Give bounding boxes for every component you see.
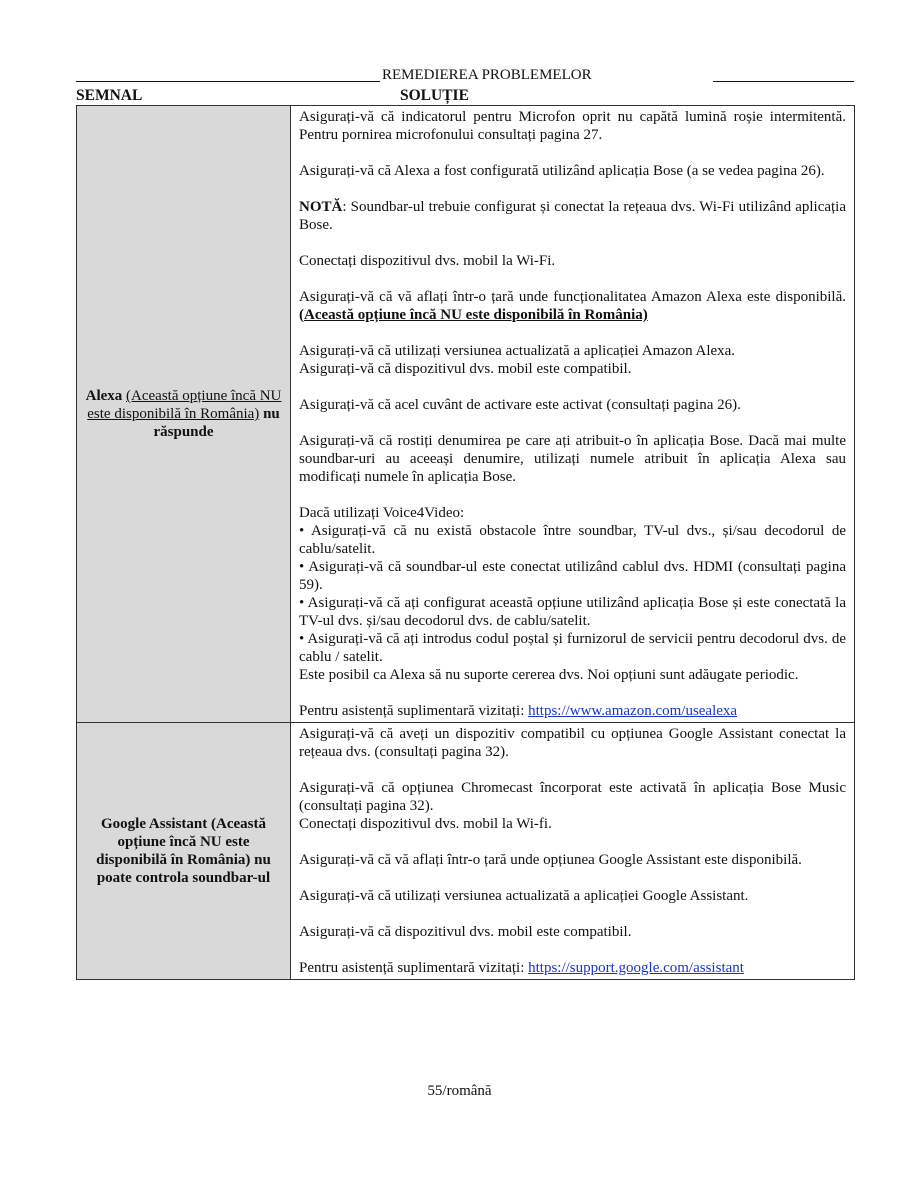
list-item: • Asigurați-vă că soundbar-ul este conectat utilizând cablul dvs. HDMI (consultați pagina 59). — [299, 559, 846, 593]
solution-paragraph: Asigurați-vă că dispozitivul dvs. mobil este compatibil. — [299, 361, 632, 377]
support-paragraph: Pentru asistență suplimentară vizitați: https://www.amazon.com/usealexa — [299, 703, 738, 719]
list-item: • Asigurați-vă că nu există obstacole între soundbar, TV-ul dvs., și/sau decodorul de cablu/satelit. — [299, 523, 846, 557]
solution-paragraph: Este posibil ca Alexa să nu suporte cererea dvs. Noi opțiuni sunt adăugate periodic. — [299, 667, 799, 683]
page-number: 55/română — [427, 1083, 492, 1099]
solution-paragraph: Asigurați-vă că rostiți denumirea pe care ați atribuit-o în aplicația Bose. Dacă mai multe soundbar-uri au aceeași denumire, utilizați numele atribuit în aplicația Alexa sau modificați numele în aplicația Bose. — [299, 433, 846, 485]
solution-paragraph: Asigurați-vă că vă aflați într-o țară unde opțiunea Google Assistant este disponibilă. — [299, 852, 802, 868]
header-rule-right — [713, 81, 854, 82]
page-title: REMEDIEREA PROBLEMELOR — [382, 67, 592, 83]
solution-cell-alexa — [291, 106, 855, 723]
column-header-solution: SOLUȚIE — [400, 87, 469, 104]
voice4video-intro: Dacă utilizați Voice4Video: — [299, 505, 465, 521]
table-row-google — [77, 723, 855, 980]
solution-paragraph: Asigurați-vă că acel cuvânt de activare este activat (consultați pagina 26). — [299, 397, 741, 413]
troubleshooting-table — [76, 105, 855, 980]
availability-notice: Această opțiune încă NU este disponibilă în România) — [304, 307, 648, 323]
solution-paragraph: Asigurați-vă că aveți un dispozitiv compatibil cu opțiunea Google Assistant conectat la rețeaua dvs. (consultați pagina 32). — [299, 726, 846, 760]
solution-paragraph: Asigurați-vă că indicatorul pentru Microfon oprit nu capătă lumină roșie intermitentă. Pentru pornirea microfonului consultați pagina 27. — [299, 109, 846, 143]
note-label: NOTĂ — [299, 199, 343, 215]
solution-paragraph: Asigurați-vă că Alexa a fost configurată utilizând aplicația Bose (a se vedea pagina 26). — [299, 163, 825, 179]
google-support-link[interactable]: https://support.google.com/assistant — [528, 960, 744, 976]
list-item: • Asigurați-vă că ați configurat această opțiune utilizând aplicația Bose și este conectată la TV-ul dvs. și/sau decodorul dvs. de cablu/satelit. — [299, 595, 846, 629]
solution-paragraph: Asigurați-vă că utilizați versiunea actualizată a aplicației Google Assistant. — [299, 888, 749, 904]
table-row-alexa — [77, 106, 855, 723]
solution-paragraph: Conectați dispozitivul dvs. mobil la Wi-Fi. — [299, 253, 556, 269]
signal-cell-google: Google Assistant (Această opțiune încă NU este disponibilă în România) nu poate controla soundbar-ul — [77, 723, 291, 980]
list-item: • Asigurați-vă că ați introdus codul poștal și furnizorul de servicii pentru decodorul dvs. de cablu / satelit. — [299, 631, 846, 665]
solution-paragraph: Asigurați-vă că opțiunea Chromecast încorporat este activată în aplicația Bose Music (consultați pagina 32). — [299, 780, 846, 814]
column-header-signal: SEMNAL — [76, 87, 143, 104]
page-header — [76, 66, 854, 84]
header-rule-left — [76, 81, 380, 82]
support-paragraph: Pentru asistență suplimentară vizitați: https://support.google.com/assistant — [299, 960, 744, 976]
solution-paragraph: Asigurați-vă că dispozitivul dvs. mobil este compatibil. — [299, 924, 632, 940]
solution-cell-google — [291, 723, 855, 980]
solution-paragraph: Asigurați-vă că utilizați versiunea actualizată a aplicației Amazon Alexa. — [299, 343, 736, 359]
amazon-support-link[interactable]: https://www.amazon.com/usealexa — [528, 703, 738, 719]
signal-cell-alexa: Alexa (Această opțiune încă NU este disponibilă în România) nu răspunde — [77, 106, 291, 723]
solution-paragraph: Asigurați-vă că vă aflați într-o țară unde funcționalitatea Amazon Alexa este disponibilă. (Această opțiune încă NU este disponibilă în România) — [299, 289, 846, 323]
solution-paragraph: Conectați dispozitivul dvs. mobil la Wi-fi. — [299, 816, 552, 832]
note-paragraph: NOTĂ: Soundbar-ul trebuie configurat și conectat la rețeaua dvs. Wi-Fi utilizând aplicația Bose. — [299, 199, 846, 233]
